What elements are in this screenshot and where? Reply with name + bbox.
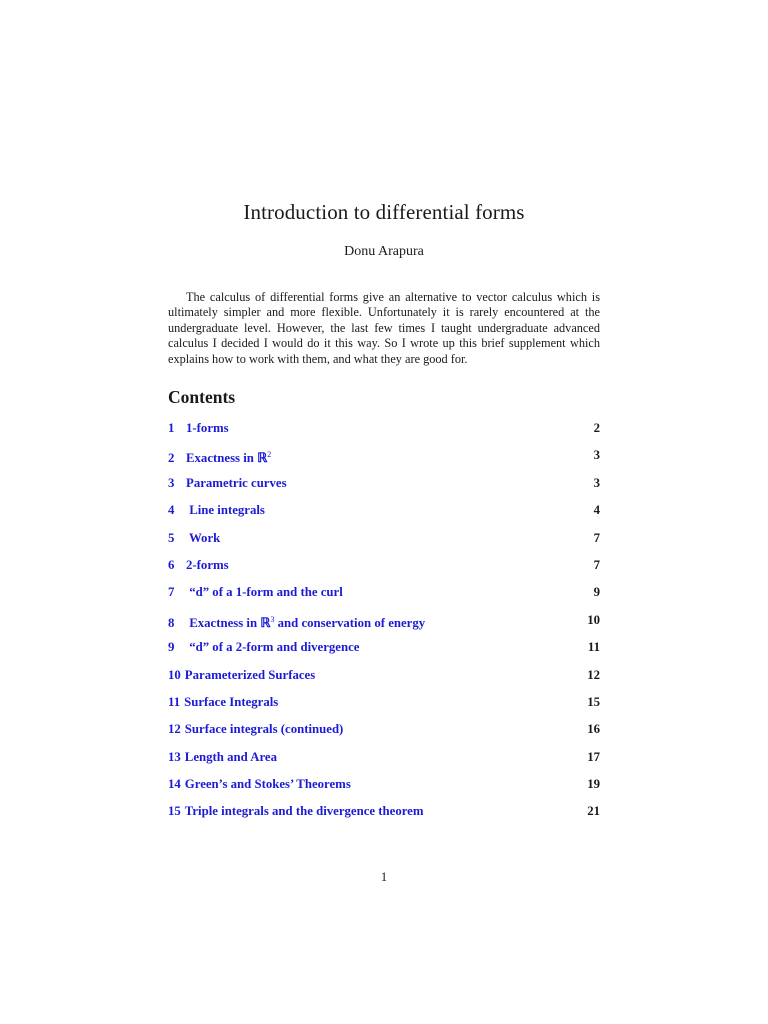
- toc-section-number: 13: [168, 749, 181, 764]
- toc-section-title: [186, 503, 265, 517]
- toc-link[interactable]: [168, 585, 343, 599]
- toc-section-title: [186, 558, 229, 572]
- toc-link[interactable]: [168, 695, 278, 709]
- toc-title-text: Green’s and Stokes’ Theorems: [184, 777, 351, 792]
- toc-section-title: [184, 695, 278, 709]
- toc-page-number: 7: [593, 530, 600, 545]
- toc-section-title: [186, 531, 220, 545]
- toc-page-number: 15: [587, 694, 600, 709]
- toc-section-number: 8: [168, 615, 175, 630]
- toc-entry[interactable]: [168, 693, 600, 720]
- toc-section-title: [186, 585, 343, 599]
- toc-section-title: [186, 476, 287, 490]
- toc-page-number: 10: [587, 612, 600, 627]
- toc-section-title: [185, 668, 315, 682]
- toc-page-number: 17: [587, 749, 600, 764]
- toc-section-number: 7: [168, 585, 175, 600]
- toc-title-text: Surface Integrals: [184, 694, 279, 709]
- toc-title-text: Parametric curves: [186, 475, 287, 490]
- toc-link[interactable]: [168, 804, 424, 818]
- toc-section-title: [185, 722, 344, 736]
- toc-title-text: Exactness in ℝ: [186, 451, 268, 466]
- toc-section-title: [185, 777, 351, 791]
- toc-entry[interactable]: [168, 446, 600, 473]
- toc-section-title: [186, 421, 229, 435]
- toc-entry[interactable]: [168, 474, 600, 501]
- toc-link[interactable]: [168, 722, 343, 736]
- abstract-paragraph: The calculus of differential forms give an alternative to vector calculus which is ultimately simpler and more flexible. Unfortunately it is rarely encountered at the undergraduate level. However, the last few times I taught undergraduate advanced calculus I decided I would do it this way. So I wrote up this brief supplement which explains how to work with them, and what they are good for.: [168, 290, 600, 366]
- toc-page-number: 9: [593, 585, 600, 600]
- toc-entry[interactable]: [168, 501, 600, 528]
- toc-title-text-continued: and conservation of energy: [274, 615, 426, 630]
- toc-section-title: [186, 640, 359, 654]
- toc-page-number: 3: [593, 475, 600, 490]
- toc-title-text: Exactness in ℝ: [186, 615, 271, 630]
- toc-page-number: 19: [587, 777, 600, 792]
- toc-entry[interactable]: [168, 529, 600, 556]
- toc-page-number: 11: [587, 640, 600, 655]
- toc-entry[interactable]: [168, 419, 600, 446]
- toc-title-text: 2-forms: [186, 557, 229, 572]
- toc-link[interactable]: [168, 616, 425, 630]
- toc-title-text: “d” of a 1-form and the curl: [186, 585, 343, 600]
- toc-section-number: 11: [168, 694, 181, 709]
- toc-link[interactable]: [168, 531, 220, 545]
- toc-page-number: 12: [587, 667, 600, 682]
- toc-link[interactable]: [168, 503, 265, 517]
- toc-section-number: 1: [168, 421, 175, 435]
- toc-title-superscript: 3: [270, 614, 275, 624]
- toc-title-text: Line integrals: [186, 503, 265, 518]
- toc-link[interactable]: [168, 777, 351, 791]
- toc-section-number: 14: [168, 777, 181, 792]
- toc-entry[interactable]: [168, 720, 600, 747]
- toc-link[interactable]: [168, 750, 277, 764]
- toc-section-title: [186, 616, 425, 630]
- toc-page-number: 21: [587, 804, 600, 819]
- toc-link[interactable]: [168, 451, 271, 465]
- toc-section-number: 15: [168, 804, 181, 819]
- document-title: Introduction to differential forms: [243, 200, 525, 224]
- toc-entry[interactable]: [168, 583, 600, 610]
- toc-link[interactable]: [168, 558, 229, 572]
- toc-entry[interactable]: [168, 611, 600, 638]
- toc-title-text: Surface integrals (continued): [184, 722, 344, 737]
- toc-link[interactable]: [168, 421, 229, 435]
- toc-title-text: Length and Area: [184, 749, 277, 764]
- toc-page-number: 4: [593, 503, 600, 518]
- toc-title-text: 1-forms: [186, 421, 229, 435]
- toc-entry[interactable]: [168, 556, 600, 583]
- toc-link[interactable]: [168, 668, 315, 682]
- toc-section-title: [185, 750, 277, 764]
- toc-entry[interactable]: [168, 748, 600, 775]
- toc-page-number: 16: [587, 722, 600, 737]
- toc-title-text: Work: [186, 530, 221, 545]
- toc-section-number: 5: [168, 530, 175, 545]
- toc-title-text: Triple integrals and the divergence theorem: [184, 804, 424, 819]
- contents-heading: Contents: [168, 387, 236, 407]
- toc-section-number: 12: [168, 722, 181, 737]
- toc-title-superscript: 2: [267, 450, 272, 460]
- toc-link[interactable]: [168, 476, 287, 490]
- toc-section-title: [186, 451, 271, 465]
- toc-section-number: 4: [168, 503, 175, 518]
- toc-section-number: 10: [168, 667, 181, 682]
- toc-section-number: 9: [168, 640, 175, 655]
- toc-title-text: Parameterized Surfaces: [184, 667, 316, 682]
- toc-entry[interactable]: [168, 802, 600, 829]
- toc-entry[interactable]: [168, 638, 600, 665]
- toc-page-number: 3: [593, 448, 600, 463]
- document-author: Donu Arapura: [344, 244, 424, 259]
- page-number: 1: [380, 870, 388, 884]
- toc-entry[interactable]: [168, 666, 600, 693]
- toc-section-title: [185, 804, 424, 818]
- toc-entry[interactable]: [168, 775, 600, 802]
- table-of-contents: [168, 419, 600, 830]
- toc-section-number: 2: [168, 451, 175, 466]
- toc-section-number: 3: [168, 475, 175, 490]
- toc-page-number: 7: [593, 557, 600, 572]
- toc-title-text: “d” of a 2-form and divergence: [186, 640, 360, 655]
- toc-link[interactable]: [168, 640, 359, 654]
- toc-page-number: 2: [593, 421, 600, 435]
- toc-section-number: 6: [168, 557, 175, 572]
